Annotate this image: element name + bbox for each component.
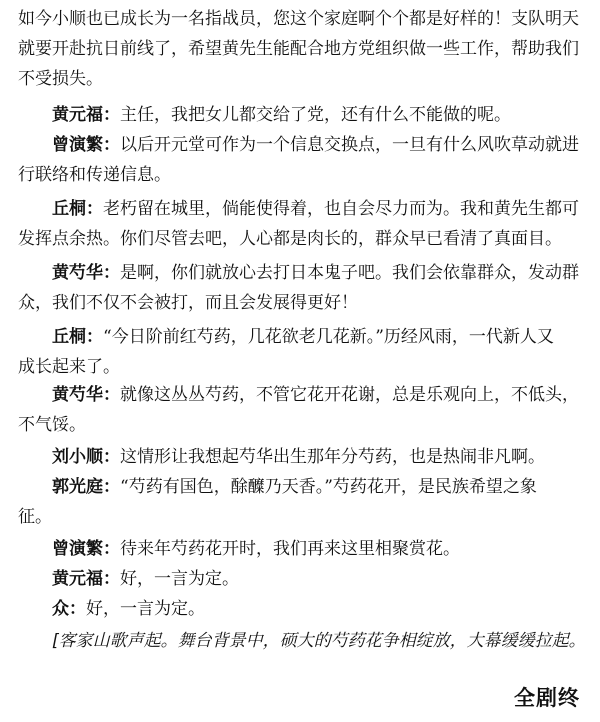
stage-direction-text: [客家山歌声起。舞台背景中，硕大的芍药花争相绽放，大幕缓缓拉起。 bbox=[52, 631, 586, 651]
dialogue-text: 待来年芍药花开时，我们再来这里相聚赏花。 bbox=[120, 539, 460, 559]
dialogue-entry bbox=[18, 194, 586, 254]
speaker-name: 黄元福： bbox=[52, 569, 120, 589]
speaker-name: 众： bbox=[52, 599, 86, 619]
dialogue-entry bbox=[18, 322, 586, 382]
speaker-name: 刘小顺： bbox=[52, 447, 120, 467]
dialogue-text: 是啊，你们就放心去打日本鬼子吧。我们会依靠群众，发动群 bbox=[120, 263, 579, 283]
dialogue-text: 好，一言为定。 bbox=[86, 599, 205, 619]
dialogue-entry bbox=[18, 442, 586, 472]
speaker-name: 黄芍华： bbox=[52, 385, 120, 405]
dialogue-entry bbox=[18, 534, 586, 564]
speaker-name: 曾演繁： bbox=[52, 135, 120, 155]
dialogue-text: 好，一言为定。 bbox=[120, 569, 239, 589]
speaker-name: 郭光庭： bbox=[52, 477, 120, 497]
dialogue-text: 不气馁。 bbox=[18, 415, 86, 435]
dialogue-entry bbox=[18, 258, 586, 318]
dialogue-entry bbox=[18, 380, 586, 440]
dialogue-entry bbox=[18, 130, 586, 190]
dialogue-text: 以后开元堂可作为一个信息交换点，一旦有什么风吹草动就进 bbox=[120, 135, 579, 155]
dialogue-text: 主任，我把女儿都交给了党，还有什么不能做的呢。 bbox=[120, 105, 511, 125]
dialogue-text: 征。 bbox=[18, 507, 52, 527]
speaker-name: 丘桐： bbox=[52, 327, 103, 347]
dialogue-text: 众，我们不仅不会被打，而且会发展得更好！ bbox=[18, 293, 358, 313]
dialogue-text: 行联络和传递信息。 bbox=[18, 165, 171, 185]
dialogue-text: 老朽留在城里，倘能使得着，也自会尽力而为。我和黄先生都可 bbox=[103, 199, 579, 219]
dialogue-text: 发挥点余热。你们尽管去吧，人心都是肉长的，群众早已看清了真面目。 bbox=[18, 229, 562, 249]
dialogue-entry bbox=[18, 594, 586, 624]
dialogue-text: “今日阶前红芍药，几花欲老几花新。”历经风雨，一代新人又 bbox=[103, 327, 554, 347]
dialogue-entry bbox=[18, 564, 586, 594]
opening-paragraph bbox=[18, 4, 586, 94]
speaker-name: 黄芍华： bbox=[52, 263, 120, 283]
text-line: 如今小顺也已成长为一名指战员，您这个家庭啊个个都是好样的！支队明天 bbox=[18, 9, 579, 29]
text-line: 不受损失。 bbox=[18, 69, 103, 89]
text-line: 就要开赴抗日前线了，希望黄先生能配合地方党组织做一些工作，帮助我们 bbox=[18, 39, 579, 59]
dialogue-text: “芍药有国色，酴醾乃天香。”芍药花开，是民族希望之象 bbox=[120, 477, 537, 497]
dialogue-entry bbox=[18, 100, 586, 130]
stage-direction bbox=[18, 626, 586, 656]
dialogue-text: 就像这丛丛芍药，不管它花开花谢，总是乐观向上，不低头， bbox=[120, 385, 579, 405]
speaker-name: 丘桐： bbox=[52, 199, 103, 219]
speaker-name: 黄元福： bbox=[52, 105, 120, 125]
dialogue-text: 这情形让我想起芍华出生那年分芍药，也是热闹非凡啊。 bbox=[120, 447, 545, 467]
dialogue-text: 成长起来了。 bbox=[18, 357, 120, 377]
speaker-name: 曾演繁： bbox=[52, 539, 120, 559]
end-of-play-mark: 全剧终 bbox=[514, 686, 580, 710]
dialogue-entry bbox=[18, 472, 586, 532]
